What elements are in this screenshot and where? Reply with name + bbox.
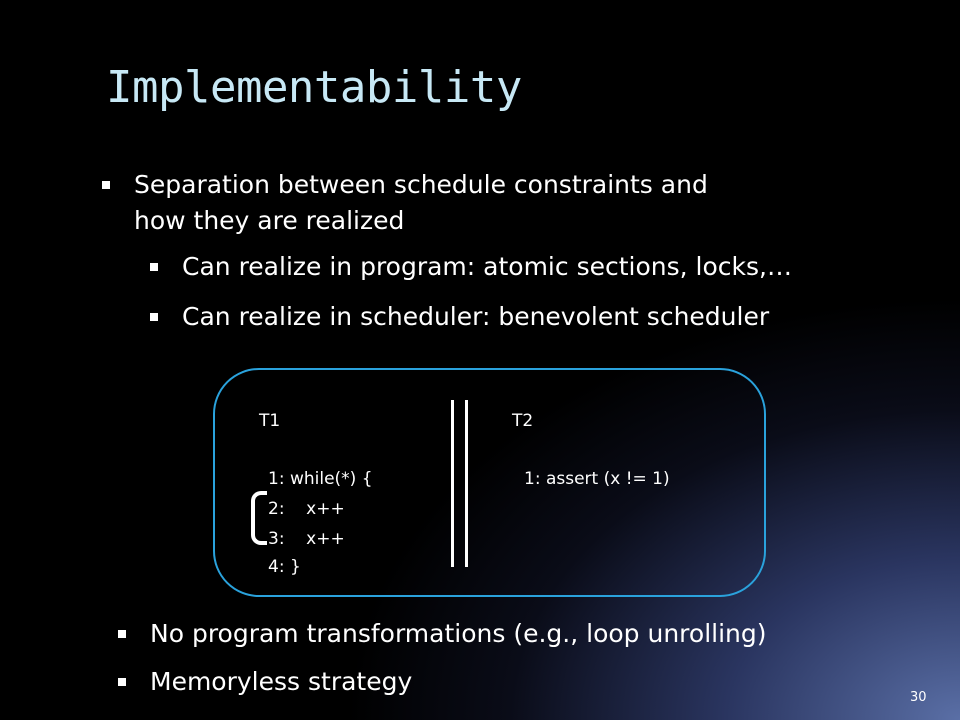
thread-1-label: T1 — [259, 411, 281, 431]
bullet-text: how they are realized — [134, 206, 405, 235]
square-bullet-icon — [102, 181, 110, 189]
t1-code-line-1: 1: while(*) { — [268, 469, 373, 489]
thread-2-label: T2 — [512, 411, 534, 431]
bullet-text: Can realize in scheduler: benevolent scheduler — [182, 302, 770, 331]
bullet-text: Memoryless strategy — [150, 667, 413, 696]
bullet-text: Can realize in program: atomic sections, locks,… — [182, 252, 792, 281]
square-bullet-icon — [118, 630, 126, 638]
t1-code-line-3: 3: x++ — [268, 529, 345, 549]
bullet-separation — [134, 167, 708, 203]
bullet-separation-continued — [134, 203, 404, 239]
square-bullet-icon — [150, 263, 158, 271]
square-bullet-icon — [150, 313, 158, 321]
bullet-text: No program transformations (e.g., loop unrolling) — [150, 619, 767, 648]
bullet-no-transformations — [150, 616, 767, 652]
bullet-memoryless — [150, 664, 412, 700]
t1-code-line-4: 4: } — [268, 557, 301, 577]
slide-title: Implementability — [106, 62, 522, 113]
parallel-composition-icon — [465, 400, 468, 567]
t1-code-line-2: 2: x++ — [268, 499, 345, 519]
bullet-text: Separation between schedule constraints and — [134, 170, 708, 199]
sub-bullet-scheduler — [182, 299, 769, 335]
t2-code-line-1: 1: assert (x != 1) — [524, 469, 670, 489]
square-bullet-icon — [118, 678, 126, 686]
slide-number: 30 — [910, 690, 927, 705]
sub-bullet-program — [182, 249, 792, 285]
atomic-bracket-icon — [251, 491, 267, 545]
parallel-composition-icon — [451, 400, 454, 567]
